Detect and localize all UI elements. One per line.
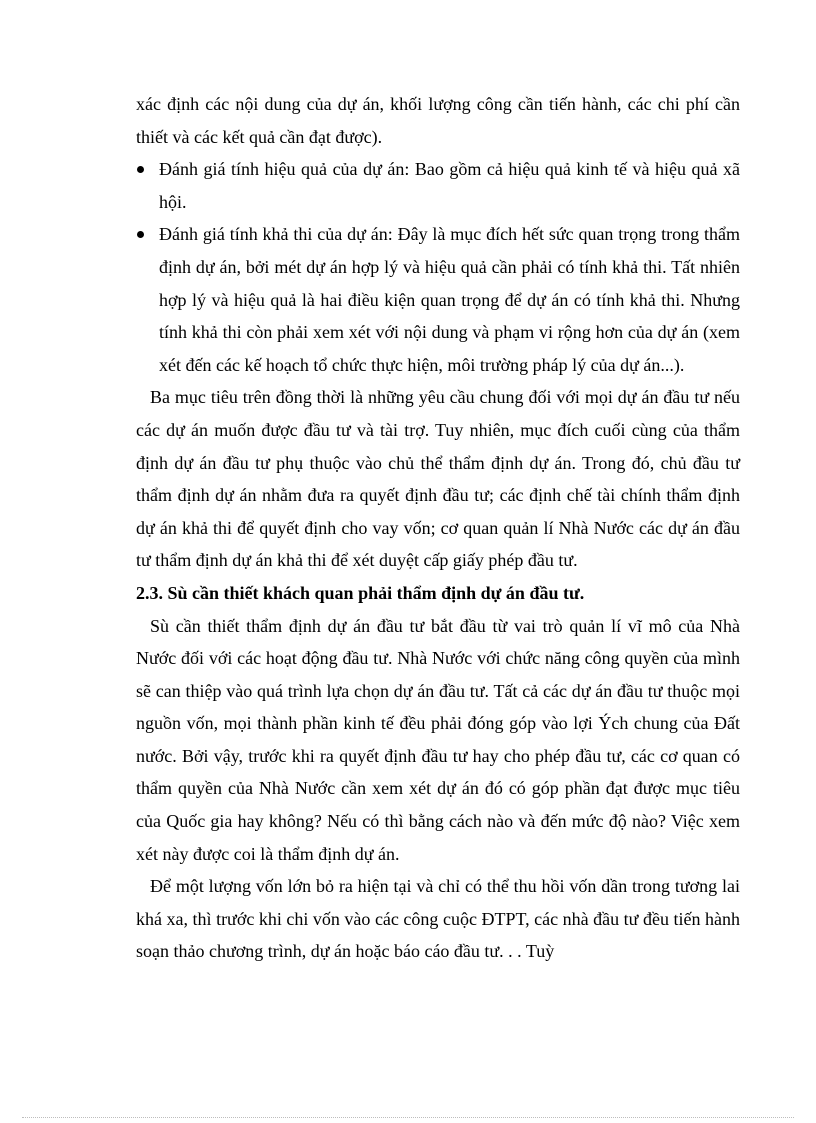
bullet-dot-icon <box>137 166 144 173</box>
bullet-text: Đánh giá tính hiệu quả của dự án: Bao gồm cả hiệu quả kinh tế và hiệu quả xã hội. <box>159 159 740 212</box>
bullet-item-feasibility <box>136 218 740 381</box>
paragraph-intro: xác định các nội dung của dự án, khối lượng công cần tiến hành, các chi phí cần thiết và các kết quả cần đạt được). <box>136 94 740 147</box>
paragraph-capital: Để một lượng vốn lớn bỏ ra hiện tại và chỉ có thể thu hồi vốn dần trong tương lai khá xa, thì trước khi chi vốn vào các công cuộc ĐTPT, các nhà đầu tư đều tiến hành soạn thảo chương trình, dự án hoặc báo cáo đầu tư. . . Tuỳ <box>136 876 740 962</box>
document-page <box>136 88 740 968</box>
bullet-dot-icon <box>137 231 144 238</box>
page-bottom-divider <box>22 1117 794 1118</box>
paragraph-necessity: Sù cần thiết thẩm định dự án đầu tư bắt đầu từ vai trò quản lí vĩ mô của Nhà Nước đối với các hoạt động đầu tư. Nhà Nước với chức năng công quyền của mình sẽ can thiệp vào quá trình lựa chọn dự án đầu tư. Tất cả các dự án đầu tư thuộc mọi nguồn vốn, mọi thành phần kinh tế đều phải đóng góp vào lợi Ých chung của Đất nước. Bởi vậy, trước khi ra quyết định đầu tư hay cho phép đầu tư, các cơ quan có thẩm quyền của Nhà Nước cần xem xét dự án đó có góp phần đạt được mục tiêu của Quốc gia hay không? Nếu có thì bằng cách nào và đến mức độ nào? Việc xem xét này được coi là thẩm định dự án. <box>136 615 740 864</box>
bullet-text: Đánh giá tính khả thi của dự án: Đây là mục đích hết sức quan trọng trong thẩm định dự án, bởi mét dự án hợp lý và hiệu quả cần phải có tính khả thi. Tất nhiên hợp lý và hiệu quả là hai điều kiện quan trọng để dự án có tính khả thi. Nhưng tính khả thi còn phải xem xét với nội dung và phạm vi rộng hơn của dự án (xem xét đến các kế hoạch tổ chức thực hiện, môi trường pháp lý của dự án...). <box>159 224 740 375</box>
objectives-list <box>136 153 740 381</box>
bullet-item-efficiency <box>136 153 740 218</box>
paragraph-objectives: Ba mục tiêu trên đồng thời là những yêu cầu chung đối với mọi dự án đầu tư nếu các dự án muốn được đầu tư và tài trợ. Tuy nhiên, mục đích cuối cùng của thẩm định dự án đầu tư phụ thuộc vào chủ thể thẩm định dự án. Trong đó, chủ đầu tư thẩm định dự án nhằm đưa ra quyết định đầu tư; các định chế tài chính thẩm định dự án khả thi để quyết định cho vay vốn; cơ quan quản lí Nhà Nước các dự án đầu tư thẩm định dự án khả thi để xét duyệt cấp giấy phép đầu tư. <box>136 387 740 571</box>
section-heading: 2.3. Sù cần thiết khách quan phải thẩm định dự án đầu tư. <box>136 582 585 603</box>
